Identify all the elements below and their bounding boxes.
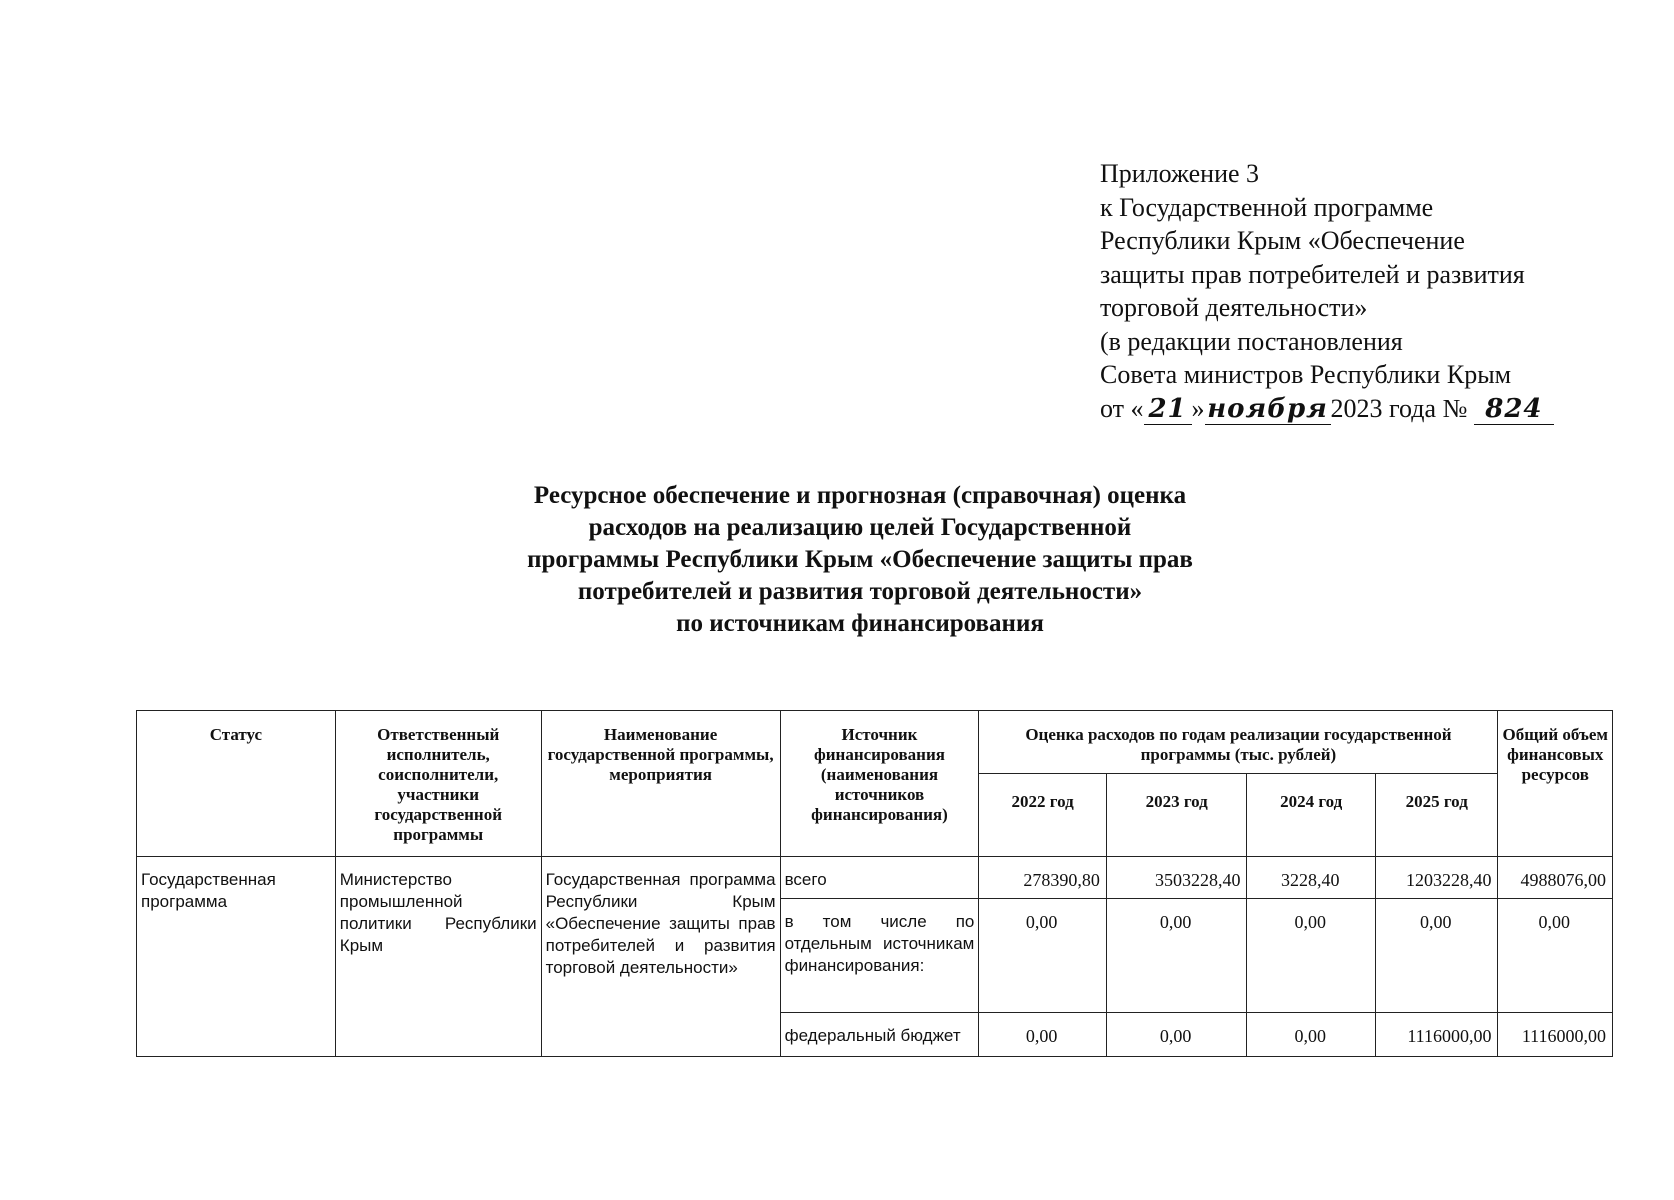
title-line: программы Республики Крым «Обеспечение защиты прав (527, 546, 1193, 573)
cell-value: 0,00 (1498, 899, 1613, 1013)
title-line: по источникам финансирования (676, 610, 1044, 637)
annex-line: к Государственной программе (1100, 192, 1434, 222)
header-funding-source: Источник финансирования (наименования источников финансирования) (780, 711, 979, 857)
handwritten-day: 21 (1144, 394, 1192, 425)
date-prefix: от « (1100, 393, 1144, 423)
cell-value: 0,00 (1247, 1013, 1376, 1057)
cell-value: 4988076,00 (1498, 857, 1613, 899)
cell-value: 1116000,00 (1375, 1013, 1498, 1057)
cell-value: 278390,80 (979, 857, 1107, 899)
header-year: 2024 год (1247, 774, 1376, 857)
cell-value: 3503228,40 (1106, 857, 1247, 899)
handwritten-month: ноября (1205, 394, 1331, 425)
annex-block (1100, 157, 1620, 425)
cell-value: 0,00 (979, 1013, 1107, 1057)
cell-value: 0,00 (1106, 1013, 1247, 1057)
cell-value: 3228,40 (1247, 857, 1376, 899)
annex-line: (в редакции постановления (1100, 326, 1403, 356)
cell-source: всего (780, 857, 979, 899)
annex-line: защиты прав потребителей и развития (1100, 259, 1525, 289)
cell-value: 0,00 (1106, 899, 1247, 1013)
annex-line: Совета министров Республики Крым (1100, 360, 1512, 389)
cell-status: Государственная программа (137, 857, 336, 1057)
date-year: 2023 года № (1330, 393, 1468, 423)
cell-value: 0,00 (979, 899, 1107, 1013)
cell-responsible: Министерство промышленной политики Республики Крым (335, 857, 541, 1057)
header-year: 2025 год (1375, 774, 1498, 857)
cell-value: 0,00 (1247, 899, 1376, 1013)
header-total: Общий объем финансовых ресурсов (1498, 711, 1613, 857)
annex-line: Республики Крым «Обеспечение (1100, 226, 1465, 255)
cell-value: 1203228,40 (1375, 857, 1498, 899)
date-mid: » (1191, 393, 1205, 423)
header-responsible: Ответственный исполнитель, соисполнители, участники государственной программы (335, 711, 541, 857)
handwritten-number: 824 (1474, 394, 1554, 425)
title-line: расходов на реализацию целей Государственной (588, 514, 1132, 541)
header-status: Статус (137, 711, 336, 857)
header-estimate: Оценка расходов по годам реализации государственной программы (тыс. рублей) (979, 711, 1498, 774)
cell-value: 0,00 (1375, 899, 1498, 1013)
cell-source: в том числе по отдельным источникам финансирования: (780, 899, 979, 1013)
cell-program-name: Государственная программа Республики Крым «Обеспечение защиты прав потребителей и развития торговой деятельности» (541, 857, 780, 1057)
annex-date-line (1100, 392, 1620, 426)
annex-line: торговой деятельности» (1100, 293, 1368, 322)
resources-table (136, 710, 1613, 1057)
document-title (380, 480, 1340, 640)
cell-source: федеральный бюджет (780, 1013, 979, 1057)
title-line: потребителей и развития торговой деятельности» (577, 578, 1143, 605)
header-program-name: Наименование государственной программы, мероприятия (541, 711, 780, 857)
header-year: 2023 год (1106, 774, 1247, 857)
cell-value: 1116000,00 (1498, 1013, 1613, 1057)
title-line: Ресурсное обеспечение и прогнозная (справочная) оценка (533, 482, 1187, 509)
annex-line: Приложение 3 (1100, 159, 1260, 188)
header-year: 2022 год (979, 774, 1107, 857)
